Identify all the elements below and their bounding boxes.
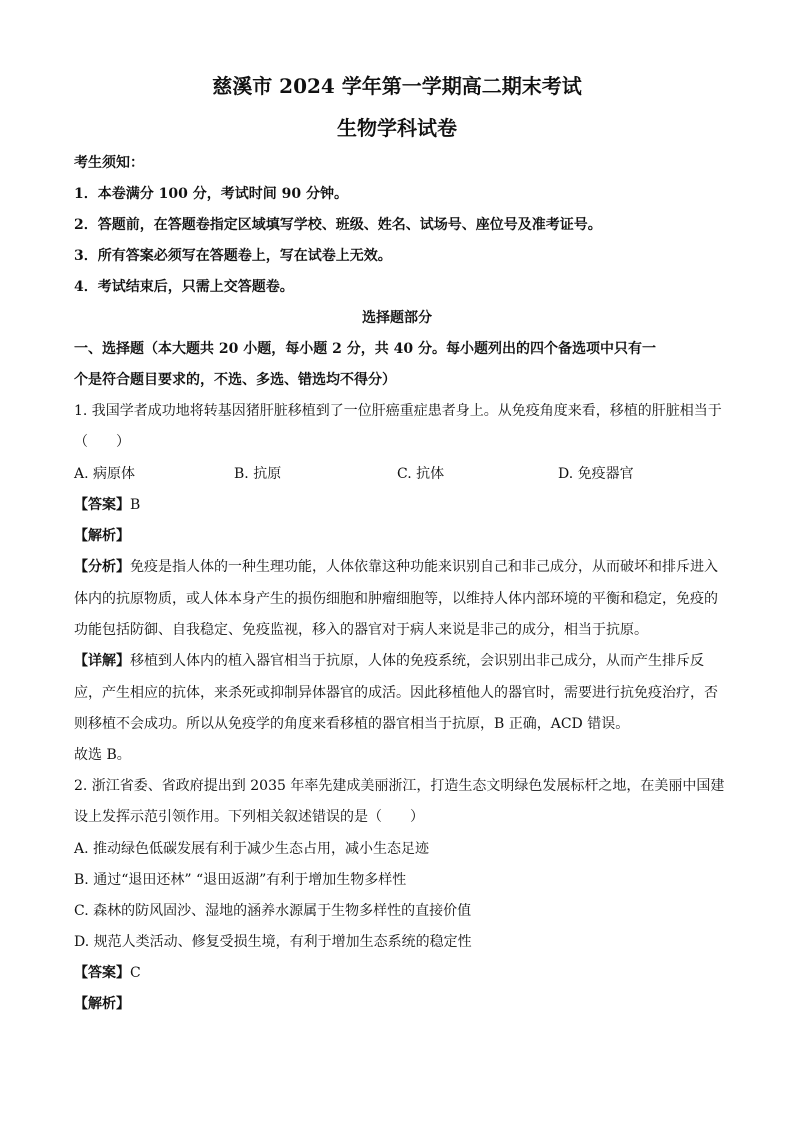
analysis-text: 免疫是指人体的一种生理功能，人体依靠这种功能来识别自己和非己成分，从而破坏和排斥进入 xyxy=(130,559,718,575)
detail-tag: 【详解】 xyxy=(74,653,130,669)
answer-tag: 【答案】 xyxy=(74,497,130,513)
notice-item-1: 1．本卷满分 100 分，考试时间 90 分钟。 xyxy=(74,186,348,202)
notice-item-4: 4．考试结束后，只需上交答题卷。 xyxy=(74,279,294,295)
q2-stem-line-1: 2. 浙江省委、省政府提出到 2035 年率先建成美丽浙江，打造生态文明绿色发展标杆之地，在美丽中国建 xyxy=(74,778,725,794)
notice-item-3: 3．所有答案必须写在答题卷上，写在试卷上无效。 xyxy=(74,248,392,264)
q2-answer xyxy=(74,962,141,982)
section-instruction-2: 个是符合题目要求的，不选、多选、错选均不得分） xyxy=(74,372,396,388)
q1-jiexi-tag: 【解析】 xyxy=(74,528,130,544)
q1-detail-line-2: 应，产生相应的抗体，来杀死或抑制异体器官的成活。因此移植他人的器官时，需要进行抗免疫治疗，否 xyxy=(74,685,718,701)
q2-option-b: B. 通过“退田还林” “退田返湖”有利于增加生物多样性 xyxy=(74,872,407,888)
q1-answer xyxy=(74,494,140,514)
q1-analysis-line-1 xyxy=(74,556,718,576)
q2-option-c: C. 森林的防风固沙、湿地的涵养水源属于生物多样性的直接价值 xyxy=(74,903,472,919)
q1-analysis-line-2: 体内的抗原物质，或人体本身产生的损伤细胞和肿瘤细胞等，以维持人体内部环境的平衡和稳定，免疫的 xyxy=(74,591,718,607)
notice-item-2: 2．答题前，在答题卷指定区域填写学校、班级、姓名、试场号、座位号及准考证号。 xyxy=(74,217,602,233)
q1-option-d: D. 免疫器官 xyxy=(558,466,634,482)
answer-value: B xyxy=(130,497,141,513)
section-title: 选择题部分 xyxy=(362,310,432,326)
q2-option-d: D. 规范人类活动、修复受损生境，有利于增加生态系统的稳定性 xyxy=(74,934,472,950)
detail-text: 移植到人体内的植入器官相当于抗原，人体的免疫系统，会识别出非己成分，从而产生排斥反 xyxy=(130,653,704,669)
q1-analysis-line-3: 功能包括防御、自我稳定、免疫监视，移入的器官对于病人来说是非己的成分，相当于抗原。 xyxy=(74,622,648,638)
q1-detail-line-1 xyxy=(74,650,704,670)
q1-stem-line-1: 1. 我国学者成功地将转基因猪肝脏移植到了一位肝癌重症患者身上。从免疫角度来看，移植的肝脏相当于 xyxy=(74,403,722,419)
notice-heading: 考生须知： xyxy=(74,155,144,171)
exam-subtitle: 生物学科试卷 xyxy=(337,116,457,140)
exam-title: 慈溪市 2024 学年第一学期高二期末考试 xyxy=(212,74,582,98)
q2-option-a: A. 推动绿色低碳发展有利于减少生态占用，减小生态足迹 xyxy=(74,841,430,857)
q1-stem-line-2: （ ） xyxy=(74,434,130,450)
answer-tag: 【答案】 xyxy=(74,965,130,981)
q1-detail-line-3: 则移植不会成功。所以从免疫学的角度来看移植的器官相当于抗原，B 正确，ACD 错误。 xyxy=(74,716,630,732)
section-instruction-1: 一、选择题（本大题共 20 小题，每小题 2 分，共 40 分。每小题列出的四个备选项中只有一 xyxy=(74,341,656,357)
answer-value: C xyxy=(130,965,141,981)
q1-option-c: C. 抗体 xyxy=(397,466,445,482)
analysis-tag: 【分析】 xyxy=(74,559,130,575)
q2-stem-line-2: 设上发挥示范引领作用。下列相关叙述错误的是（ ） xyxy=(74,809,424,825)
q2-jiexi-tag: 【解析】 xyxy=(74,996,130,1012)
q1-conclusion: 故选 B。 xyxy=(74,747,131,763)
q1-option-b: B. 抗原 xyxy=(234,466,282,482)
q1-option-a: A. 病原体 xyxy=(74,466,136,482)
